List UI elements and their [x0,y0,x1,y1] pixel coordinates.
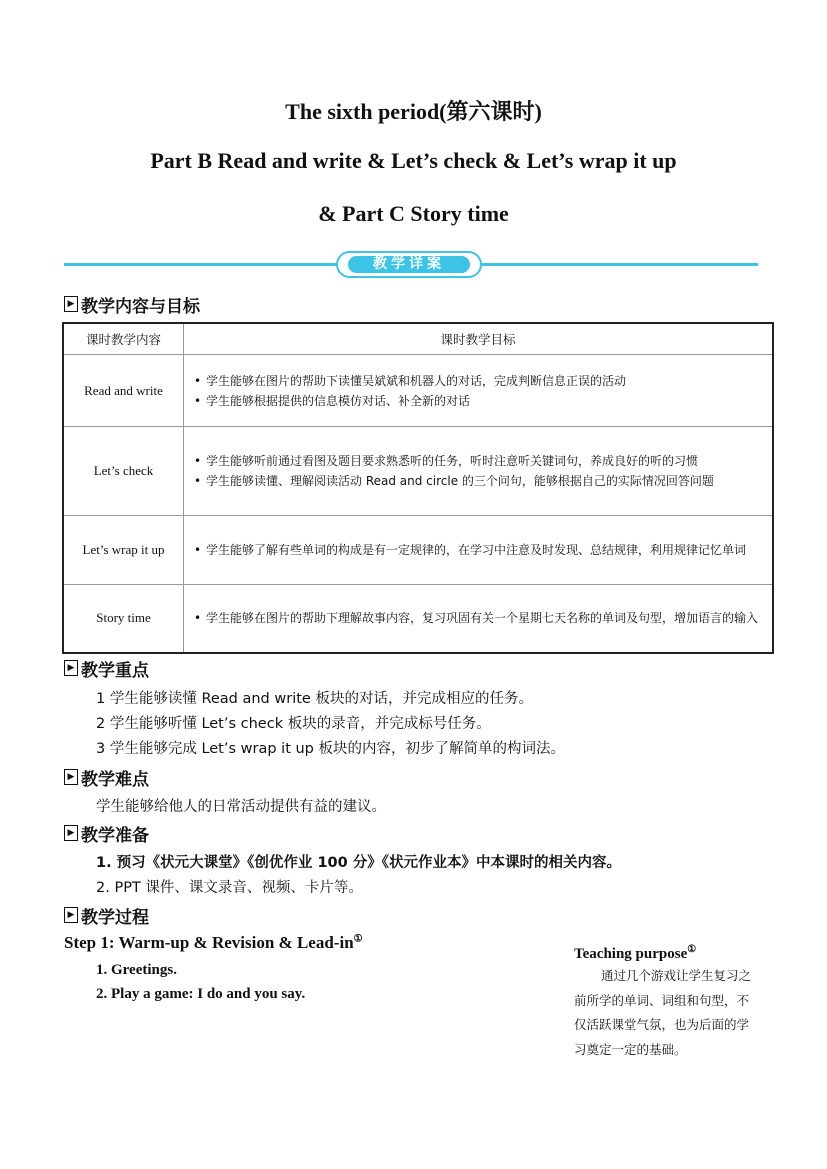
section-heading-label: 教学准备 [81,825,149,846]
section-heading-key-points [64,657,149,679]
section-heading-label: 教学难点 [81,769,149,790]
table-cell-content: Story time [63,585,184,653]
section-heading-label: 教学重点 [81,660,149,681]
preparation-item: 1. 预习《状元大课堂》《创优作业 100 分》《状元作业本》中本课时的相关内容。 [96,855,622,871]
banner-divider-right [482,263,758,266]
table-cell-goals [184,355,774,427]
step-1-heading: Step 1: Warm-up & Revision & Lead-in① [64,933,363,952]
table-cell-goals [184,516,774,585]
difficulty-text: 学生能够给他人的日常活动提供有益的建议。 [96,799,386,815]
title-line-2: Part B Read and write & Let’s check & Let’s wrap it up [150,148,677,173]
objectives-table [62,322,774,654]
footnote-mark: ① [353,933,363,945]
table-cell-goals [184,427,774,516]
table-header-content: 课时教学内容 [63,323,184,355]
title-line-3: & Part C Story time [318,201,509,226]
preparation-item: 2. PPT 课件、课文录音、视频、卡片等。 [96,880,363,896]
goal-item: • 学生能够听前通过看图及题目要求熟悉听的任务，听时注意听关键词句，养成良好的听的习惯 [194,454,699,468]
play-icon: ▶ [64,660,78,676]
play-icon: ▶ [64,296,78,312]
step-item: 1. Greetings. [96,962,177,978]
play-icon: ▶ [64,769,78,785]
goal-item: • 学生能够在图片的帮助下理解故事内容，复习巩固有关一个星期七天名称的单词及句型，增加语言的输入 [194,611,759,626]
banner-label: 教学详案 [348,256,470,273]
section-heading-label: 教学内容与目标 [81,296,200,317]
title-line-1: The sixth period(第六课时) [285,99,542,124]
table-row [63,516,773,585]
play-icon: ▶ [64,825,78,841]
table-row [63,585,773,653]
goal-item: • 学生能够读懂、理解阅读活动 Read and circle 的三个问句，能够根据自己的实际情况回答问题 [194,474,714,488]
table-header-goals: 课时教学目标 [184,323,774,355]
play-icon: ▶ [64,907,78,923]
goal-item: • 学生能够根据提供的信息模仿对话、补全新的对话 [194,393,471,408]
teaching-purpose-text: 通过几个游戏让学生复习之前所学的单词、词组和句型，不仅活跃课堂气氛，也为后面的学习奠定一定的基础。 [574,968,752,1057]
banner-badge [336,251,482,278]
table-cell-content: Read and write [63,355,184,427]
table-cell-content: Let’s check [63,427,184,516]
table-cell-goals [184,585,774,653]
goal-item: • 学生能够了解有些单词的构成是有一定规律的，在学习中注意及时发现、总结规律，利用规律记忆单词 [194,543,747,557]
key-point-item: 2 学生能够听懂 Let’s check 板块的录音，并完成标号任务。 [96,716,491,732]
section-heading-content-goals [64,293,200,315]
section-heading-label: 教学过程 [81,907,149,928]
section-heading-preparation [64,822,149,844]
key-point-item: 3 学生能够完成 Let’s wrap it up 板块的内容，初步了解简单的构词法。 [96,741,565,757]
key-point-item: 1 学生能够读懂 Read and write 板块的对话，并完成相应的任务。 [96,691,533,707]
section-heading-process [64,904,149,926]
banner-divider-left [64,263,338,266]
goal-item: • 学生能够在图片的帮助下读懂吴斌斌和机器人的对话，完成判断信息正误的活动 [194,373,627,388]
section-heading-difficulties [64,766,149,788]
table-cell-content: Let’s wrap it up [63,516,184,585]
table-row [63,427,773,516]
teaching-purpose-title: Teaching purpose① [574,944,697,962]
footnote-mark: ① [687,944,697,955]
table-row [63,355,773,427]
table-header-row [63,323,773,355]
step-item: 2. Play a game: I do and you say. [96,986,306,1002]
